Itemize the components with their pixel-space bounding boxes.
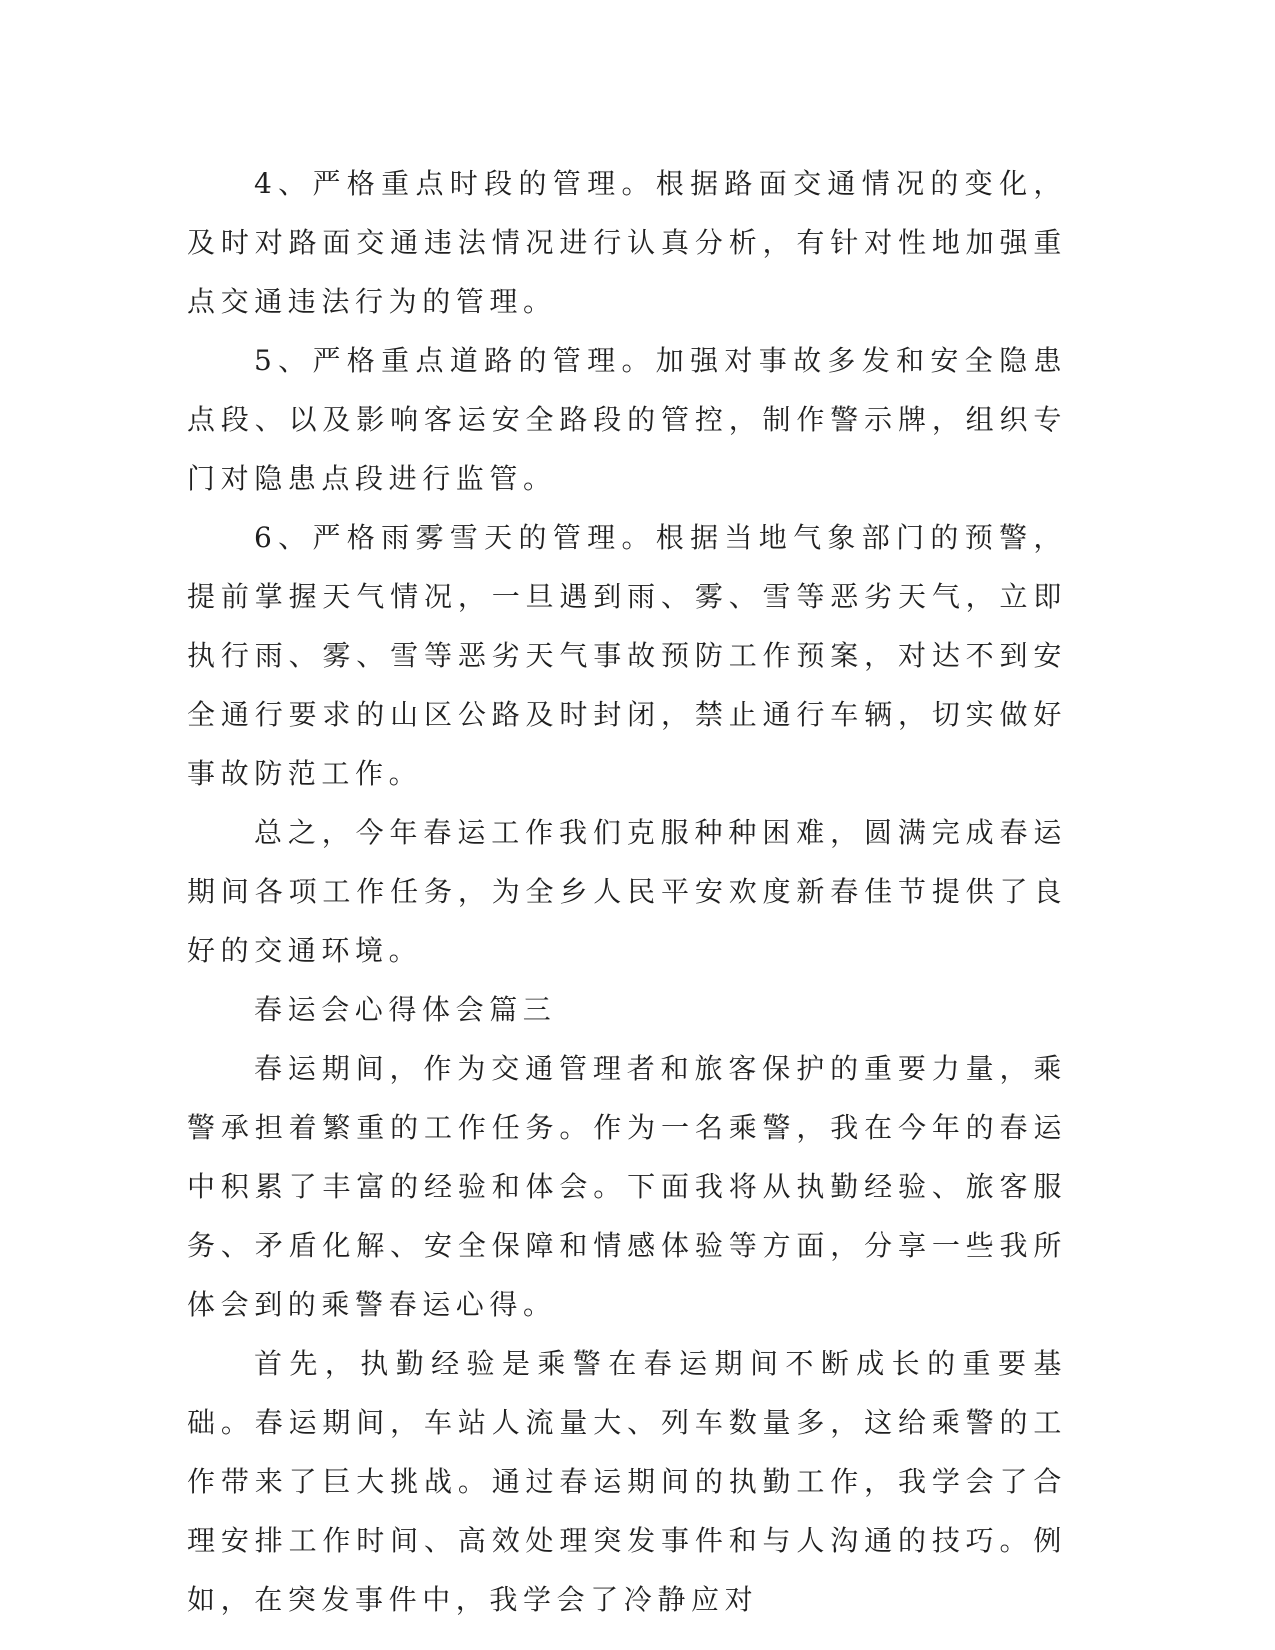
paragraph-item-5: 5、严格重点道路的管理。加强对事故多发和安全隐患点段、以及影响客运安全路段的管控，制作警示牌，组织专门对隐患点段进行监管。	[187, 344, 1067, 495]
section-title: 春运会心得体会篇三	[254, 993, 557, 1026]
paragraph-intro: 春运期间，作为交通管理者和旅客保护的重要力量，乘警承担着繁重的工作任务。作为一名乘警，我在今年的春运中积累了丰富的经验和体会。下面我将从执勤经验、旅客服务、矛盾化解、安全保障和情感体验等方面，分享一些我所体会到的乘警春运心得。	[187, 1052, 1067, 1321]
paragraph-item-4: 4、严格重点时段的管理。根据路面交通情况的变化，及时对路面交通违法情况进行认真分析，有针对性地加强重点交通违法行为的管理。	[187, 167, 1067, 318]
document-body	[187, 154, 1067, 1629]
paragraph-item-6: 6、严格雨雾雪天的管理。根据当地气象部门的预警，提前掌握天气情况，一旦遇到雨、雾、雪等恶劣天气，立即执行雨、雾、雪等恶劣天气事故预防工作预案，对达不到安全通行要求的山区公路及时封闭，禁止通行车辆，切实做好事故防范工作。	[187, 521, 1067, 790]
paragraph-first: 首先，执勤经验是乘警在春运期间不断成长的重要基础。春运期间，车站人流量大、列车数量多，这给乘警的工作带来了巨大挑战。通过春运期间的执勤工作，我学会了合理安排工作时间、高效处理突发事件和与人沟通的技巧。例如，在突发事件中，我学会了冷静应对	[187, 1347, 1067, 1616]
paragraph-summary: 总之，今年春运工作我们克服种种困难，圆满完成春运期间各项工作任务，为全乡人民平安欢度新春佳节提供了良好的交通环境。	[187, 816, 1067, 967]
